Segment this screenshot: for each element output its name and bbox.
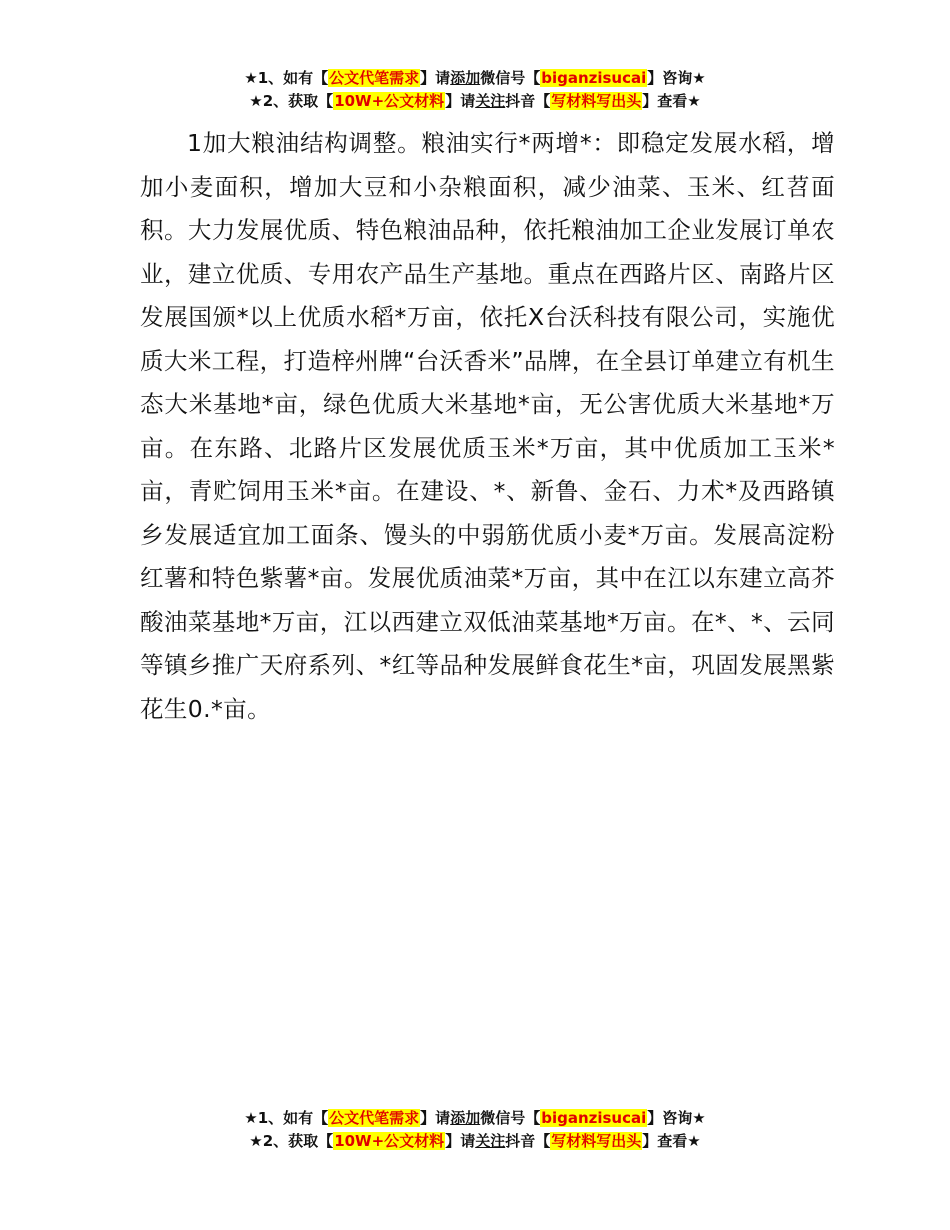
header-line-2 bbox=[0, 90, 950, 113]
header-banner bbox=[0, 67, 950, 113]
header-line-2-highlight-materials: 10W+公文材料 bbox=[334, 92, 445, 110]
footer-line-1 bbox=[0, 1107, 950, 1130]
header-line-2-suffix: 】查看★ bbox=[642, 92, 701, 110]
footer-line-1-text-2: 微信号【 bbox=[480, 1109, 541, 1127]
header-line-1 bbox=[0, 67, 950, 90]
footer-line-2-highlight-douyin: 写材料写出头 bbox=[551, 1132, 642, 1150]
header-line-2-text: 】请 bbox=[445, 92, 476, 110]
header-line-2-highlight-douyin: 写材料写出头 bbox=[551, 92, 642, 110]
header-line-1-highlight-wechat: biganzisucai bbox=[541, 69, 647, 87]
header-line-1-suffix: 】咨询★ bbox=[647, 69, 706, 87]
document-body bbox=[140, 122, 835, 731]
header-line-1-text-2: 微信号【 bbox=[480, 69, 541, 87]
header-line-2-underlined: 关注 bbox=[475, 92, 506, 110]
header-line-1-text: 】请 bbox=[420, 69, 451, 87]
footer-line-2-text-2: 抖音【 bbox=[505, 1132, 551, 1150]
header-line-1-highlight-service: 公文代笔需求 bbox=[329, 69, 420, 87]
header-line-2-text-2: 抖音【 bbox=[505, 92, 551, 110]
footer-banner bbox=[0, 1107, 950, 1153]
header-line-1-prefix: ★1、如有【 bbox=[244, 69, 329, 87]
footer-line-2-highlight-materials: 10W+公文材料 bbox=[334, 1132, 445, 1150]
footer-line-1-underlined: 添加 bbox=[450, 1109, 481, 1127]
footer-line-1-highlight-service: 公文代笔需求 bbox=[329, 1109, 420, 1127]
footer-line-2-prefix: ★2、获取【 bbox=[249, 1132, 334, 1150]
header-line-2-prefix: ★2、获取【 bbox=[249, 92, 334, 110]
header-line-1-underlined: 添加 bbox=[450, 69, 481, 87]
footer-line-2-text: 】请 bbox=[445, 1132, 476, 1150]
footer-line-1-highlight-wechat: biganzisucai bbox=[541, 1109, 647, 1127]
footer-line-2 bbox=[0, 1130, 950, 1153]
footer-line-2-suffix: 】查看★ bbox=[642, 1132, 701, 1150]
footer-line-1-suffix: 】咨询★ bbox=[647, 1109, 706, 1127]
footer-line-1-prefix: ★1、如有【 bbox=[244, 1109, 329, 1127]
footer-line-1-text: 】请 bbox=[420, 1109, 451, 1127]
footer-line-2-underlined: 关注 bbox=[475, 1132, 506, 1150]
body-paragraph: 1加大粮油结构调整。粮油实行*两增*：即稳定发展水稻，增加小麦面积，增加大豆和小杂粮面积，减少油菜、玉米、红苕面积。大力发展优质、特色粮油品种，依托粮油加工企业发展订单农业，建立优质、专用农产品生产基地。重点在西路片区、南路片区发展国颁*以上优质水稻*万亩，依托X台沃科技有限公司，实施优质大米工程，打造梓州牌“台沃香米”品牌，在全县订单建立有机生态大米基地*亩，绿色优质大米基地*亩，无公害优质大米基地*万亩。在东路、北路片区发展优质玉米*万亩，其中优质加工玉米*亩，青贮饲用玉米*亩。在建设、*、新鲁、金石、力术*及西路镇乡发展适宜加工面条、馒头的中弱筋优质小麦*万亩。发展高淀粉红薯和特色紫薯*亩。发展优质油菜*万亩，其中在江以东建立高芥酸油菜基地*万亩，江以西建立双低油菜基地*万亩。在*、*、云同等镇乡推广天府系列、*红等品种发展鲜食花生*亩，巩固发展黑紫花生0.*亩。 bbox=[140, 129, 835, 723]
